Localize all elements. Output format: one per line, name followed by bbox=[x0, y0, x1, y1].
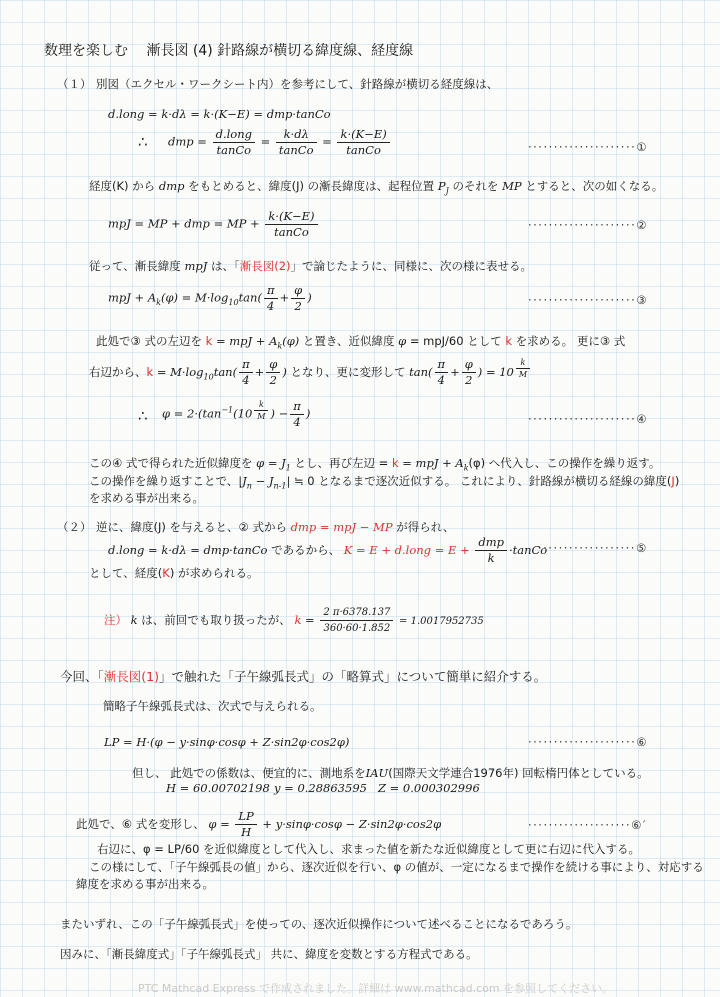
para-1-b-sub: k bbox=[277, 341, 283, 351]
para-4-j: J bbox=[671, 474, 675, 488]
eq2-num: k·(K−E) bbox=[265, 210, 317, 225]
para-1-d: = mpJ/60 として bbox=[409, 334, 502, 348]
eq3 bbox=[108, 284, 312, 313]
para-3-d2: (φ) へ代入し、この操作を繰り返す。 bbox=[468, 456, 661, 470]
eq3-frac2 bbox=[291, 284, 305, 313]
eq3-plus: + bbox=[279, 290, 290, 305]
section-2-dlong: d.long = k·dλ = dmp·tanCo bbox=[108, 543, 268, 557]
eq4-a: φ = 2·(tan bbox=[162, 406, 222, 421]
section-2-line-1 bbox=[96, 519, 454, 535]
section-2-e-post: ) が求められる。 bbox=[169, 566, 259, 580]
eq5-label: ⑤ bbox=[635, 541, 648, 555]
section-2-b: が得られ、 bbox=[396, 520, 455, 534]
follow-text-mpj: mpJ bbox=[184, 259, 208, 273]
para-2-frac2-den: 2 bbox=[269, 373, 277, 387]
eq-dlong: d.long = k·dλ = k·(K−E) = dmp·tanCo bbox=[108, 107, 331, 121]
para-2-a: 右辺から、 bbox=[89, 365, 147, 379]
eq6p-leader: ····················⑥′ bbox=[528, 818, 648, 832]
para-2-frac3-num: π bbox=[435, 358, 449, 373]
eq1-frac2-num: k·dλ bbox=[276, 128, 317, 143]
longitude-text-pj: P bbox=[437, 179, 446, 193]
section-2-frac-den: k bbox=[487, 551, 495, 565]
eq1-frac3 bbox=[337, 128, 389, 157]
para-3-d-sub: k bbox=[463, 463, 469, 473]
eq2-lhs: mpJ = MP + dmp = MP + bbox=[108, 216, 260, 231]
para-1-phi: φ bbox=[398, 334, 407, 348]
para-4-b3: | bbox=[286, 474, 291, 488]
section-2-line-3 bbox=[89, 565, 258, 581]
section-2-frac-num: dmp bbox=[475, 536, 507, 551]
para-3-a: この④ 式で得られた近似緯度を bbox=[89, 456, 253, 470]
eq6-label: ⑥ bbox=[636, 735, 649, 749]
eq3-f2n: φ bbox=[291, 284, 305, 299]
para-1-c: と置き、近似緯度 bbox=[302, 334, 395, 348]
para-2-exp-num: k bbox=[516, 358, 530, 369]
modified-eq-den: H bbox=[241, 825, 252, 839]
para-6: 右辺に、φ = LP/60 を近似緯度として代入し、求まった値を新たな近似緯度として更に右辺に代入する。 bbox=[97, 842, 641, 856]
eq3-frac1 bbox=[264, 284, 278, 313]
para-2-exp-den: M bbox=[518, 370, 528, 379]
para-3-b: φ = J bbox=[256, 456, 286, 470]
para-1-a: 此処で③ 式の左辺を bbox=[96, 334, 202, 348]
para-2-frac4 bbox=[462, 358, 476, 387]
page-title: 数理を楽しむ 漸長図 (4) 針路線が横切る緯度線、経度線 bbox=[44, 43, 414, 59]
note-k: k bbox=[130, 613, 138, 627]
para-10: 因みに、「漸長緯度式」「子午線弧長式」 共に、緯度を変数とする方程式である。 bbox=[60, 947, 478, 961]
para-1-b2: (φ) bbox=[282, 334, 300, 348]
eq3-c: tan( bbox=[238, 290, 262, 305]
eq1-frac3-num: k·(K−E) bbox=[337, 128, 389, 143]
eq4-end: ) bbox=[305, 406, 311, 421]
para-3 bbox=[89, 455, 660, 472]
section-3-intro-ref: 漸長図(1) bbox=[103, 669, 159, 684]
para-2-frac1-den: 4 bbox=[242, 373, 250, 387]
para-3-d: = mpJ + A bbox=[402, 456, 464, 470]
longitude-text-pj-sub: J bbox=[445, 186, 449, 196]
longitude-text-dmp: dmp bbox=[158, 179, 185, 193]
para-1 bbox=[96, 333, 625, 350]
eq6p-label: ⑥′ bbox=[631, 818, 648, 832]
note-eq: = bbox=[301, 613, 315, 627]
para-1-k: k bbox=[205, 334, 213, 348]
note-label: 注） bbox=[104, 613, 127, 627]
eq6: LP = H·(φ − y·sinφ·cosφ + Z·sin2φ·cos2φ) bbox=[104, 735, 350, 749]
eq1-lhs: dmp = bbox=[168, 134, 207, 149]
para-7: この様にして、「子午線弧長の値」から、逐次近似を行い、φ の値が、一定になるまで操作を続ける事により、対応する bbox=[89, 860, 704, 874]
para-4-b: |J bbox=[238, 474, 247, 488]
section-2-e-pre: として、経度( bbox=[89, 566, 163, 580]
para-3-k: k bbox=[391, 456, 399, 470]
para-4-a: この操作を繰り返すことで、 bbox=[89, 474, 239, 488]
note-result: = 1.0017952735 bbox=[399, 616, 484, 627]
longitude-text-c: のそれを bbox=[452, 179, 499, 193]
para-2-frac4-num: φ bbox=[462, 358, 476, 373]
eq3-close: ) bbox=[307, 290, 312, 305]
para-8: 緯度を求める事が出来る。 bbox=[76, 877, 214, 891]
para-4-d: ) bbox=[674, 474, 680, 488]
coef-text bbox=[132, 765, 649, 781]
eq1-label: ① bbox=[636, 140, 649, 154]
coef-y: y = 0.28863595 bbox=[274, 781, 367, 795]
para-2-plus2: + bbox=[450, 365, 460, 379]
para-2-e: tan( bbox=[409, 365, 433, 379]
para-2-frac3 bbox=[435, 358, 449, 387]
eq4-exp-den: M bbox=[257, 412, 266, 421]
coef-h: H = 60.00702198 bbox=[166, 781, 270, 795]
eq4-b: (10 bbox=[233, 406, 253, 421]
longitude-text-a: 経度(K) から bbox=[89, 179, 156, 193]
follow-text bbox=[89, 258, 532, 274]
section-2-a: 逆に、緯度(J) を与えると、② 式から bbox=[96, 520, 287, 534]
eq4-exp-num: k bbox=[254, 400, 268, 411]
para-3-b-sub: 1 bbox=[285, 463, 291, 473]
eq4 bbox=[162, 400, 310, 429]
note-num: 2 π·6378.137 bbox=[320, 606, 393, 621]
therefore-symbol-2: ∴ bbox=[138, 407, 148, 425]
longitude-text-d: とすると、次の如くなる。 bbox=[525, 179, 664, 193]
para-2-frac1 bbox=[239, 358, 253, 387]
para-4-sub2: n-1 bbox=[273, 481, 287, 491]
eq1-frac3-den: tanCo bbox=[346, 143, 381, 157]
section-2-number: （２） bbox=[57, 520, 92, 534]
eq3-f1d: 4 bbox=[267, 299, 275, 313]
para-2-frac2 bbox=[266, 358, 280, 387]
follow-text-c: 」で論じたように、同様に、次の様に表せる。 bbox=[290, 259, 533, 273]
eq4-exp bbox=[254, 400, 268, 421]
modified-eq-frac bbox=[235, 810, 256, 839]
note-text: は、前回でも取り扱ったが、 bbox=[141, 613, 291, 627]
para-2-frac3-den: 4 bbox=[437, 373, 445, 387]
para-2-frac2-num: φ bbox=[266, 358, 280, 373]
coef-text-b: (国際天文学連合1976年) 回転楕円体としている。 bbox=[388, 766, 649, 780]
para-5: を求める事が出来る。 bbox=[89, 491, 204, 505]
section-3-intro-a: 今回、「 bbox=[60, 669, 104, 684]
section-3-intro-b: 」で触れた「子午線弧長式」の「略算式」について簡単に紹介する。 bbox=[158, 669, 547, 684]
eq3-f1n: π bbox=[264, 284, 278, 299]
eq3-f2d: 2 bbox=[294, 299, 302, 313]
note-k2: k bbox=[294, 613, 302, 627]
para-9: またいずれ、この「子午線弧長式」を使っての、逐次近似操作について述べることになるであろう。 bbox=[60, 917, 578, 931]
coef-text-a: 但し、 此処での係数は、便宜的に、測地系を bbox=[132, 766, 366, 780]
para-2-b-sub: 10 bbox=[203, 372, 214, 382]
note bbox=[104, 606, 484, 635]
section-2-line-2 bbox=[108, 536, 547, 565]
section-1-number: （１） bbox=[57, 77, 92, 91]
longitude-text bbox=[89, 178, 663, 195]
coef-text-iau: IAU bbox=[365, 766, 389, 780]
para-4-c: ≒ 0 となるまで逐次近似する。 これにより、針路線が横切る経線の緯度( bbox=[293, 474, 672, 488]
eq1-frac2 bbox=[276, 128, 317, 157]
section-2-dmp-eq: dmp = mpJ − MP bbox=[290, 520, 393, 534]
para-2-c: tan( bbox=[213, 365, 238, 379]
eq4-sup: −1 bbox=[221, 405, 234, 415]
eq4-leader: ·····················④ bbox=[528, 412, 649, 426]
para-2-plus: + bbox=[254, 365, 265, 379]
eq3-sub2: 10 bbox=[228, 297, 239, 307]
eq4-fd: 4 bbox=[293, 415, 301, 429]
follow-text-ref: 漸長図(2) bbox=[239, 259, 291, 273]
para-4-sub1: n bbox=[246, 481, 252, 491]
eq2 bbox=[108, 210, 320, 239]
footer: PTC Mathcad Express で作成されました。詳細は www.mathcad.com を参照してください。 bbox=[138, 982, 614, 995]
eq3-a: mpJ + A bbox=[108, 290, 157, 305]
note-den: 360·60·1.852 bbox=[323, 623, 391, 634]
eq1: dmp = $\frac{\text{d.long}}{\text{tanCo}}$ = $\frac{k\cdot d\lambda}{\text{tanCo}}$ = $\frac{k\cdot(K-E)}{\text{tanCo}}$ bbox=[168, 128, 392, 157]
section-2-d: ·tanCo bbox=[508, 543, 548, 557]
para-3-c: とし、再び左辺 = bbox=[294, 456, 389, 470]
section-2-k-eq: K = E + d.long = E + bbox=[343, 543, 470, 557]
para-1-k2: k bbox=[505, 334, 513, 348]
section-2-e-k: K bbox=[162, 566, 170, 580]
eq1-frac2-den: tanCo bbox=[278, 143, 314, 157]
para-2-frac1-num: π bbox=[239, 358, 253, 373]
eq4-frac bbox=[290, 400, 304, 429]
para-4 bbox=[89, 473, 679, 490]
section-3-intro bbox=[60, 667, 546, 685]
section-2-c: であるから、 bbox=[271, 543, 341, 557]
eq3-leader: ·····················③ bbox=[528, 293, 649, 307]
para-2-close: ) bbox=[282, 365, 287, 379]
para-2 bbox=[89, 358, 532, 387]
simplified-text: 簡略子午線弧長式は、次式で与えられる。 bbox=[103, 699, 322, 713]
eq1-frac1 bbox=[213, 128, 255, 157]
note-frac bbox=[320, 606, 393, 635]
eq2-leader: ·····················② bbox=[528, 218, 649, 232]
eq1-frac1-num: d.long bbox=[213, 128, 255, 143]
modified-eq-rest: + y·sinφ·cosφ − Z·sin2φ·cos2φ bbox=[262, 817, 442, 831]
eq5-leader: ···················⑤ bbox=[538, 541, 648, 555]
section-1-intro: 別図（エクセル・ワークシート内）を参考にして、針路線が横切る経度線は、 bbox=[96, 77, 499, 91]
eq4-fn: π bbox=[290, 400, 304, 415]
para-2-e-end: ) = 10 bbox=[477, 365, 514, 379]
eq2-label: ② bbox=[636, 218, 649, 232]
modified-eq-phi: φ = bbox=[208, 817, 230, 831]
modified-eq-num: LP bbox=[235, 810, 256, 825]
para-1-e: を求める。 更に③ 式 bbox=[515, 334, 626, 348]
para-1-b: = mpJ + A bbox=[215, 334, 278, 348]
eq2-den: tanCo bbox=[274, 225, 309, 239]
modified-eq bbox=[76, 810, 441, 839]
eq2-frac bbox=[265, 210, 317, 239]
modified-eq-a: 此処で、⑥ 式を変形し、 bbox=[76, 817, 205, 831]
longitude-text-b: をもとめると、緯度(J) の漸長緯度は、起程位置 bbox=[188, 179, 435, 193]
para-4-b2: − J bbox=[251, 474, 274, 488]
para-2-exp bbox=[516, 358, 530, 379]
follow-text-b: は、「 bbox=[210, 259, 240, 273]
para-2-b: = M·log bbox=[156, 365, 204, 379]
therefore-symbol: ∴ bbox=[138, 133, 148, 151]
para-2-k: k bbox=[146, 365, 154, 379]
para-2-frac4-den: 2 bbox=[465, 373, 473, 387]
para-2-d: となり、更に変形して bbox=[290, 365, 406, 379]
section-2-frac bbox=[475, 536, 507, 565]
follow-text-a: 従って、漸長緯度 bbox=[89, 259, 181, 273]
eq1-leader: ·····················① bbox=[528, 140, 649, 154]
eq6-leader: ·····················⑥ bbox=[528, 735, 649, 749]
eq4-label: ④ bbox=[636, 412, 649, 426]
eq4-c: ) − bbox=[270, 406, 289, 421]
eq1-frac1-den: tanCo bbox=[216, 143, 252, 157]
coef-z: Z = 0.000302996 bbox=[378, 781, 480, 795]
eq3-sub: k bbox=[156, 297, 161, 307]
longitude-text-mp: MP bbox=[502, 179, 522, 193]
eq3-b: (φ) = M·log bbox=[161, 290, 229, 305]
eq3-label: ③ bbox=[636, 293, 649, 307]
